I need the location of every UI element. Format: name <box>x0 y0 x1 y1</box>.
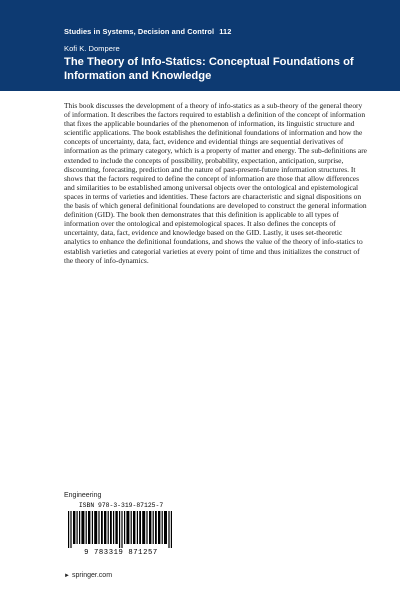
barcode-block <box>64 501 178 563</box>
series-volume: 112 <box>219 27 232 36</box>
series-name: Studies in Systems, Decision and Control <box>64 27 215 36</box>
barcode-number: 9 783319 871257 <box>84 549 158 557</box>
author-name: Kofi K. Dompere <box>64 44 120 53</box>
subject-category: Engineering <box>64 492 102 499</box>
back-cover-abstract: This book discusses the development of a theory of info-statics as a sub-theory of the general theory of information. It describes the factors required to establish a definition of the concept of information that fixes the applicable boundaries of the phenomenon of information, its linguistic structure and scientific applications. The book establishes the definitional foundations of information and how the concepts of uncertainty, data, fact, evidence and evidential things are sequential derivatives of information as the primary category, which is a property of matter and energy. The sub-definitions are extended to include the concepts of possibility, probability, expectation, anticipation, surprise, discounting, forecasting, prediction and the nature of past-present-future information structures. It shows that the factors required to define the concept of information are those that allow differences and similarities to be established among universal objects over the ontological and epistemological spaces in terms of varieties and identities. These factors are characteristic and signal dispositions on the basis of which general definitional foundations are developed to construct the general information definition (GID). The book then demonstrates that this definition is applicable to all types of information over the ontological and epistemological spaces. It also defines the concepts of uncertainty, data, fact, evidence and knowledge based on the GID. Lastly, it uses set-theoretic analytics to enhance the definitional foundations, and shows the value of the theory of info-statics to establish varieties and categorial varieties at every point of time and thus initializes the construct of the theory of info-dynamics. <box>64 101 367 265</box>
right-arrow-icon: ► <box>64 573 70 579</box>
barcode-graphic <box>68 511 174 548</box>
book-title: The Theory of Info-Statics: Conceptual Foundations of Information and Knowledge <box>64 56 354 82</box>
isbn-text: ISBN 978-3-319-87125-7 <box>78 502 164 509</box>
cover-header-band <box>0 0 400 91</box>
publisher-website <box>64 572 112 579</box>
series-line <box>64 27 231 36</box>
website-text: springer.com <box>71 572 113 579</box>
